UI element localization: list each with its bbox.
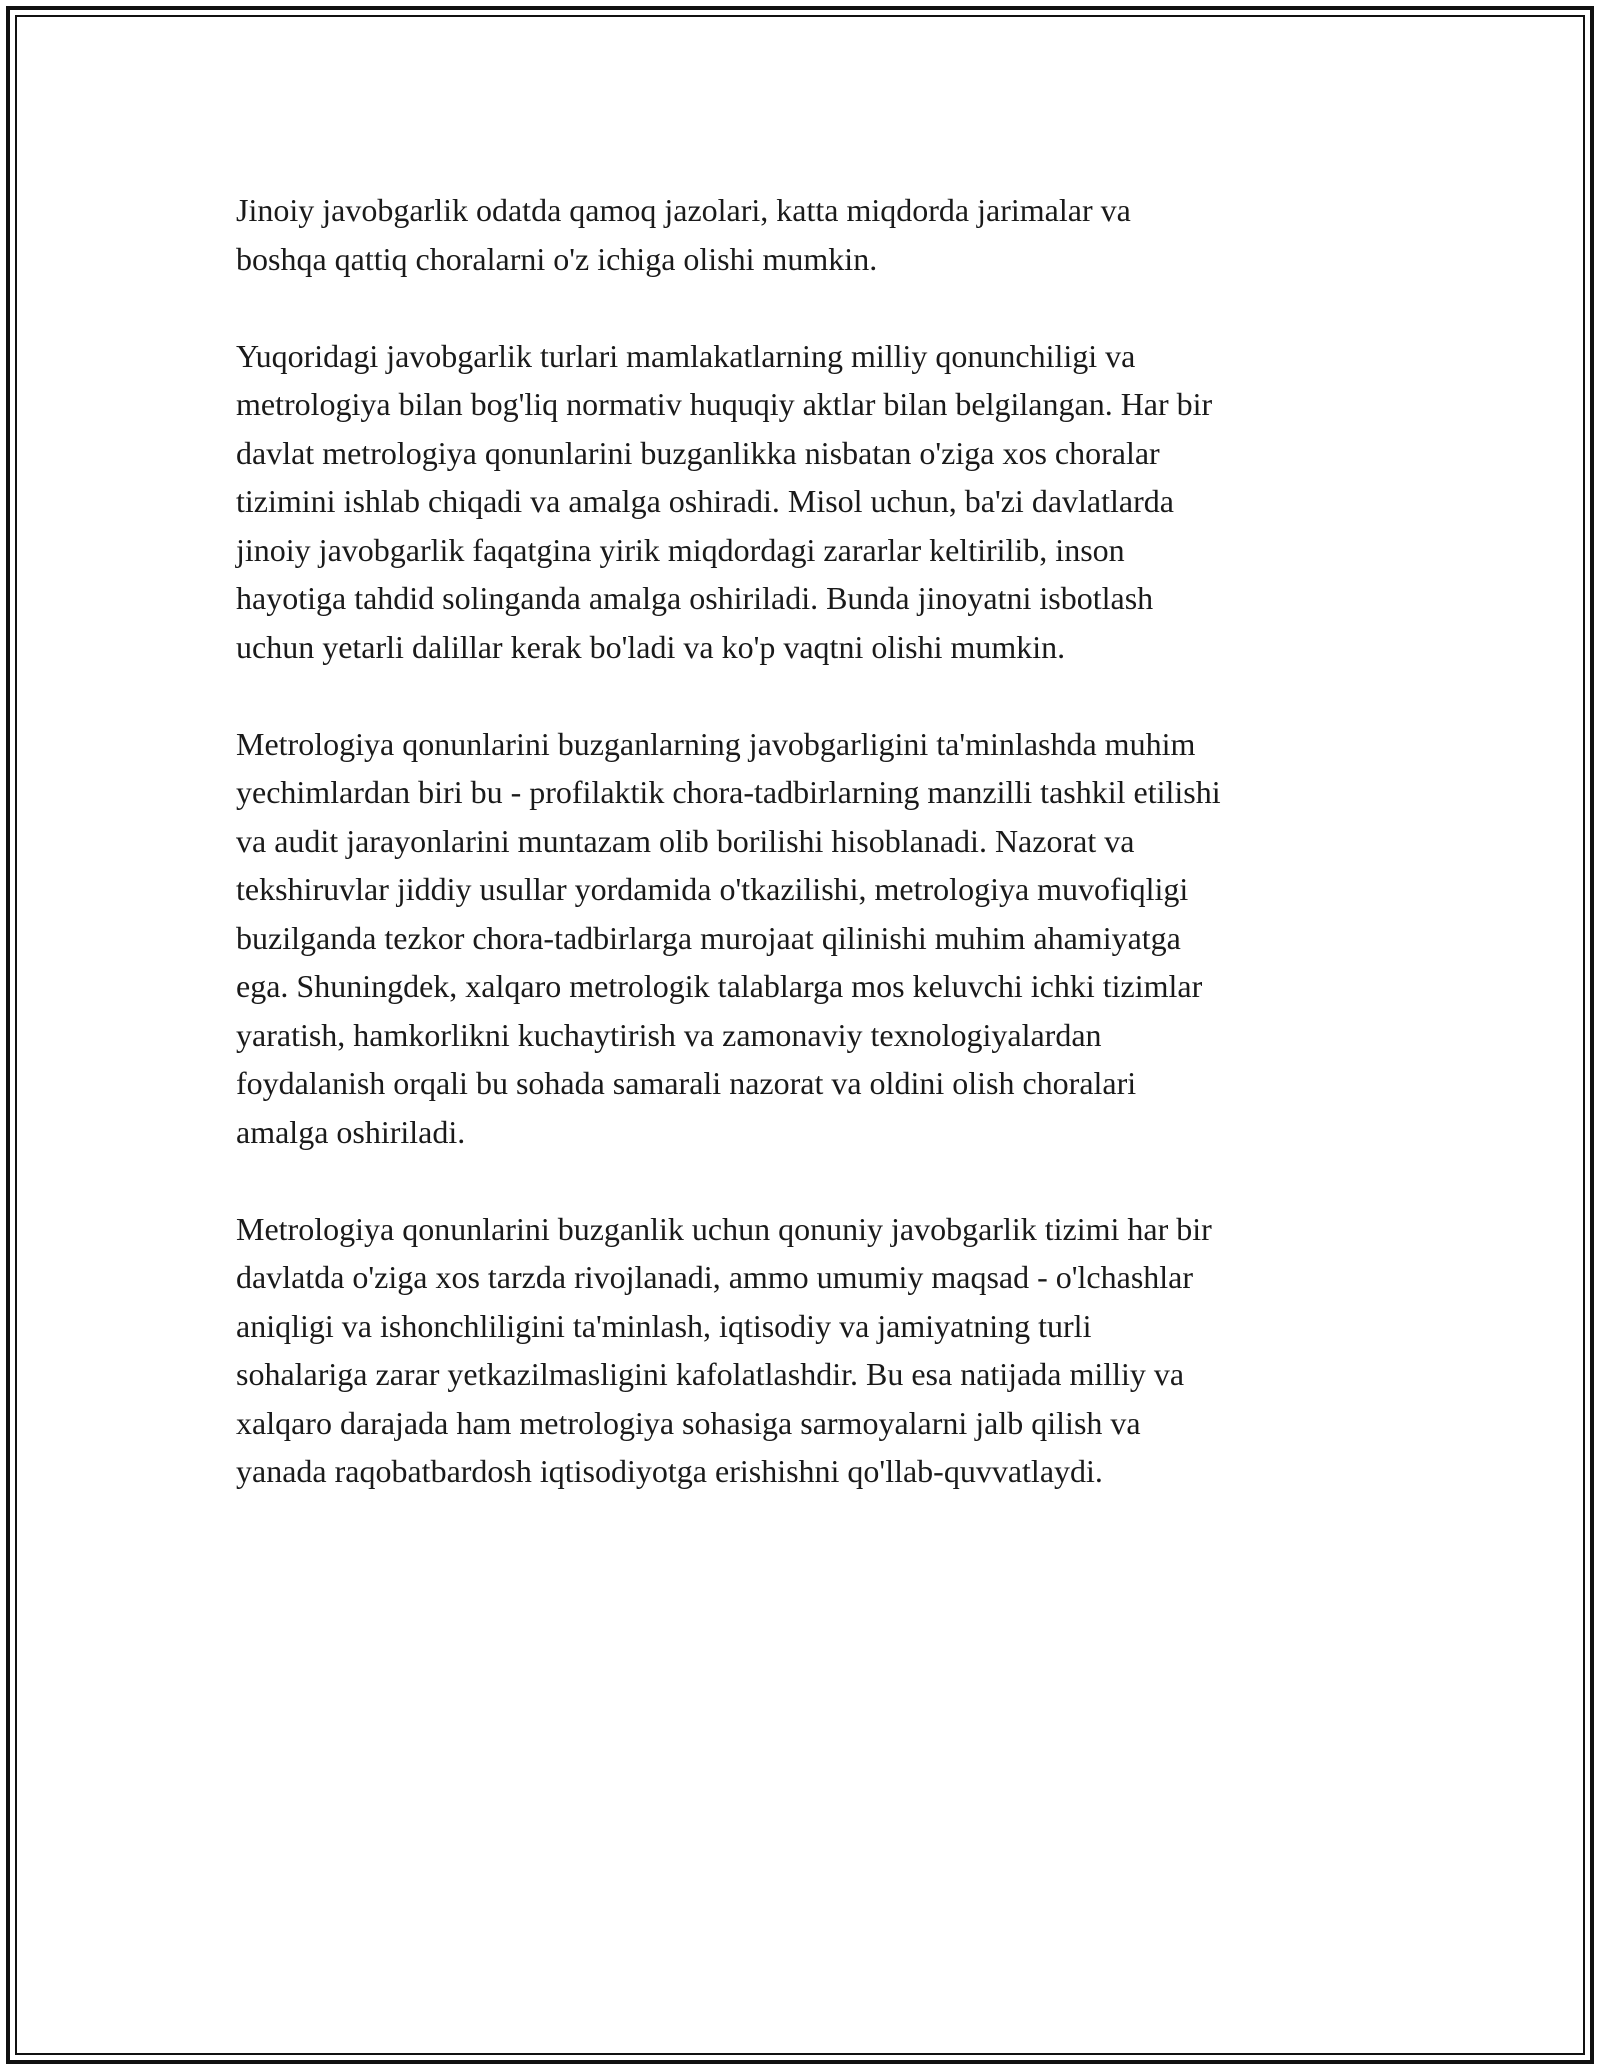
text-line: buzilganda tezkor chora-tadbirlarga murojaat qilinishi muhim ahamiyatga — [236, 919, 1181, 956]
text-line: yanada raqobatbardosh iqtisodiyotga erishishni qo'llab-quvvatlaydi. — [236, 1453, 1103, 1489]
text-line: davlat metrologiya qonunlarini buzganlikka nisbatan o'ziga xos choralar — [236, 434, 1160, 471]
text-line: xalqaro darajada ham metrologiya sohasiga sarmoyalarni jalb qilish va — [236, 1404, 1141, 1441]
text-line: Yuqoridagi javobgarlik turlari mamlakatlarning milliy qonunchiligi va — [236, 337, 1136, 374]
text-line: hayotiga tahdid solinganda amalga oshiriladi. Bunda jinoyatni isbotlash — [236, 580, 1154, 616]
paragraph-3 — [236, 720, 1386, 1157]
text-line: uchun yetarli dalillar kerak bo'ladi va ko'p vaqtni olishi mumkin. — [236, 628, 1066, 665]
text-line: davlatda o'ziga xos tarzda rivojlanadi, ammo umumiy maqsad - o'lchashlar — [236, 1259, 1194, 1295]
text-line: foydalanish orqali bu sohada samarali nazorat va oldini olish choralari — [236, 1065, 1137, 1101]
text-line: yechimlardan biri bu - profilaktik chora-tadbirlarning manzilli tashkil etilishi — [236, 774, 1221, 810]
text-line: yaratish, hamkorlikni kuchaytirish va zamonaviy texnologiyalardan — [236, 1016, 1102, 1053]
paragraph-2 — [236, 332, 1386, 672]
text-line: tizimini ishlab chiqadi va amalga oshiradi. Misol uchun, ba'zi davlatlarda — [236, 483, 1174, 519]
paragraph-4 — [236, 1205, 1386, 1496]
text-line: amalga oshiriladi. — [236, 1113, 466, 1150]
document-body — [236, 186, 1386, 1544]
text-line: Metrologiya qonunlarini buzganlarning javobgarligini ta'minlashda muhim — [236, 725, 1196, 762]
text-line: boshqa qattiq choralarni o'z ichiga olishi mumkin. — [236, 240, 878, 277]
text-line: aniqligi va ishonchliligini ta'minlash, iqtisodiy va jamiyatning turli — [236, 1307, 1092, 1344]
text-line: Metrologiya qonunlarini buzganlik uchun qonuniy javobgarlik tizimi har bir — [236, 1210, 1212, 1247]
text-line: va audit jarayonlarini muntazam olib borilishi hisoblanadi. Nazorat va — [236, 822, 1135, 859]
paragraph-1 — [236, 186, 1386, 283]
text-line: sohalariga zarar yetkazilmasligini kafolatlashdir. Bu esa natijada milliy va — [236, 1356, 1185, 1392]
text-line: metrologiya bilan bog'liq normativ huquqiy aktlar bilan belgilangan. Har bir — [236, 386, 1213, 422]
text-line: Jinoiy javobgarlik odatda qamoq jazolari, katta miqdorda jarimalar va — [236, 192, 1131, 228]
text-line: ega. Shuningdek, xalqaro metrologik talablarga mos keluvchi ichki tizimlar — [236, 968, 1203, 1004]
text-line: tekshiruvlar jiddiy usullar yordamida o'tkazilishi, metrologiya muvofiqligi — [236, 871, 1189, 907]
text-line: jinoiy javobgarlik faqatgina yirik miqdordagi zararlar keltirilib, inson — [236, 531, 1125, 568]
